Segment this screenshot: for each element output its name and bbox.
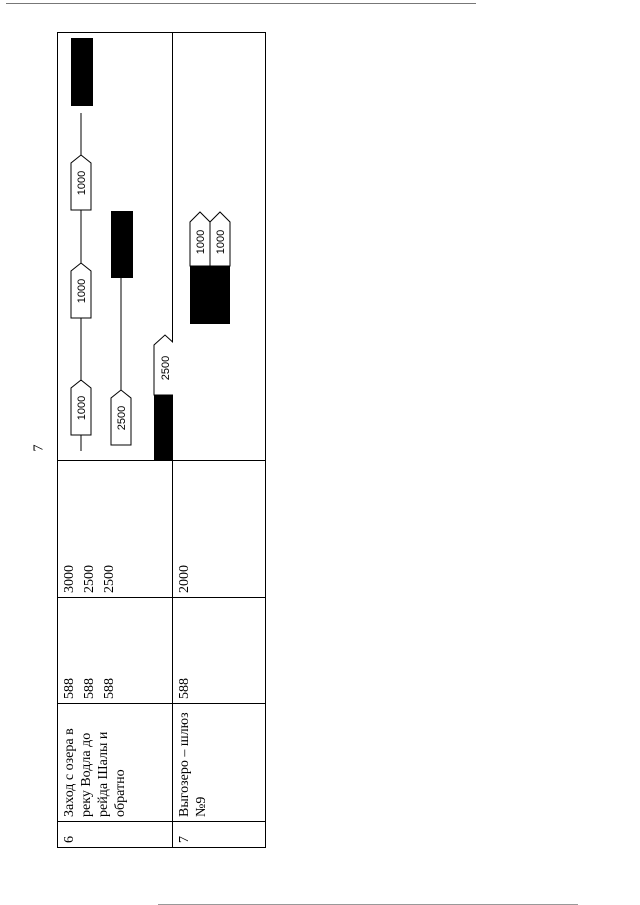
convoy-1: [190, 212, 230, 324]
barge-1000: [210, 212, 230, 266]
length-value: 588: [62, 678, 77, 699]
tug-block: [111, 211, 133, 278]
length-value: 588: [102, 678, 117, 699]
convoy-diagram-cell-7: [173, 33, 266, 461]
barge-label: 1000: [76, 170, 88, 196]
tonnage-value: 2500: [102, 565, 117, 593]
convoy-2: [111, 211, 133, 445]
convoy-diagram-6: [58, 32, 173, 460]
barge-label: 2500: [116, 405, 128, 431]
tug-block: [154, 395, 173, 460]
convoy-3: [154, 335, 173, 460]
barge-1000: [190, 212, 210, 266]
length-cell: [58, 598, 173, 704]
page-number: 7: [31, 444, 47, 452]
barge-2500: [111, 390, 131, 445]
table-row-7: [173, 33, 266, 848]
tonnage-value: 2000: [177, 565, 192, 593]
tonnage-value: 2500: [82, 565, 97, 593]
barge-1000: [71, 263, 91, 318]
tonnage-cell: [58, 461, 173, 598]
barge-label: 1000: [195, 229, 207, 255]
barge-label: 2500: [160, 355, 172, 381]
barge-2500: [154, 335, 173, 395]
tug-block: [190, 266, 230, 324]
barge-label: 1000: [76, 278, 88, 304]
tonnage-value: 3000: [62, 565, 77, 593]
table-row-6: [58, 33, 173, 848]
route-table: [57, 32, 266, 848]
barge-1000: [71, 380, 91, 435]
route-name-cell: Выгозеро – шлюз №9: [173, 704, 266, 822]
tonnage-cell: [173, 461, 266, 598]
convoy-diagram-7: [173, 32, 266, 460]
barge-label: 1000: [76, 395, 88, 421]
route-table-container: [57, 33, 265, 848]
length-value: 588: [82, 678, 97, 699]
convoy-1: [71, 38, 93, 451]
barge-label: 1000: [215, 229, 227, 255]
convoy-diagram-cell-6: [58, 33, 173, 461]
length-cell: [173, 598, 266, 704]
route-name-cell: Заход с озера в реку Водла до рейда Шалы и обратно: [58, 704, 173, 822]
length-value: 588: [177, 678, 192, 699]
row-index-cell: 6: [58, 822, 173, 848]
tug-block: [71, 38, 93, 106]
top-border-line: [6, 3, 476, 4]
barge-1000: [71, 155, 91, 210]
row-index-cell: 7: [173, 822, 266, 848]
